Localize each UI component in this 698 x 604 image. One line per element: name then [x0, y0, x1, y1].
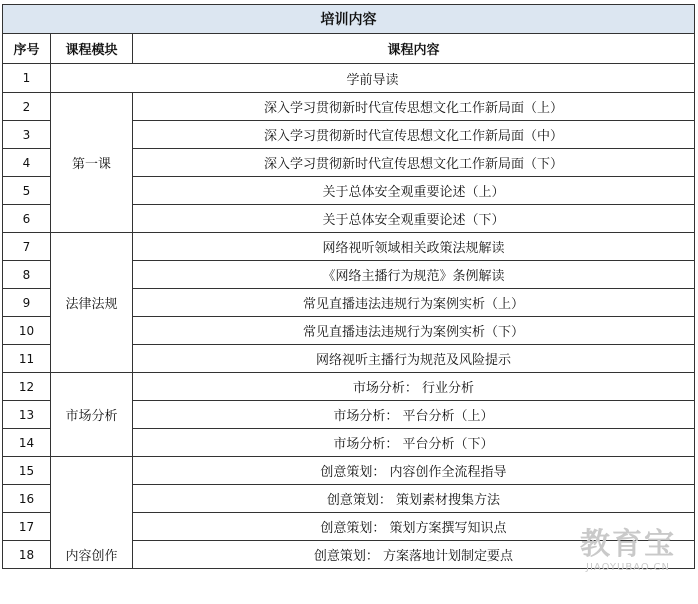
table-row	[3, 457, 695, 485]
row-content: 深入学习贯彻新时代宣传思想文化工作新局面（中）	[133, 121, 695, 149]
row-number: 13	[3, 401, 51, 429]
row-content: 创意策划： 方案落地计划制定要点	[133, 541, 695, 569]
training-content-table	[2, 4, 695, 569]
row-number: 9	[3, 289, 51, 317]
row-number: 14	[3, 429, 51, 457]
row-content: 市场分析： 行业分析	[133, 373, 695, 401]
table-row	[3, 93, 695, 121]
module-name: 法律法规	[51, 233, 133, 373]
row-number: 8	[3, 261, 51, 289]
table-header-row	[3, 34, 695, 64]
module-name: 内容创作	[51, 457, 133, 569]
row-content: 学前导读	[51, 64, 695, 93]
row-number: 15	[3, 457, 51, 485]
row-content: 创意策划： 策划素材搜集方法	[133, 485, 695, 513]
row-number: 18	[3, 541, 51, 569]
row-number: 7	[3, 233, 51, 261]
row-content: 关于总体安全观重要论述（上）	[133, 177, 695, 205]
row-number: 3	[3, 121, 51, 149]
table-title-row	[3, 5, 695, 34]
row-number: 6	[3, 205, 51, 233]
table-title: 培训内容	[3, 5, 695, 34]
row-content: 深入学习贯彻新时代宣传思想文化工作新局面（下）	[133, 149, 695, 177]
table-row	[3, 64, 695, 93]
row-number: 1	[3, 64, 51, 93]
row-content: 网络视听领域相关政策法规解读	[133, 233, 695, 261]
table-row	[3, 373, 695, 401]
row-number: 2	[3, 93, 51, 121]
row-number: 17	[3, 513, 51, 541]
row-number: 5	[3, 177, 51, 205]
watermark-main: 教育宝	[580, 527, 676, 562]
row-content: 常见直播违法违规行为案例实析（上）	[133, 289, 695, 317]
row-content: 深入学习贯彻新时代宣传思想文化工作新局面（上）	[133, 93, 695, 121]
header-module: 课程模块	[51, 34, 133, 64]
row-content: 市场分析： 平台分析（上）	[133, 401, 695, 429]
module-name: 第一课	[51, 93, 133, 233]
row-content: 常见直播违法违规行为案例实析（下）	[133, 317, 695, 345]
row-content: 创意策划： 内容创作全流程指导	[133, 457, 695, 485]
table-row	[3, 233, 695, 261]
row-number: 12	[3, 373, 51, 401]
header-content: 课程内容	[133, 34, 695, 64]
row-number: 16	[3, 485, 51, 513]
row-content: 市场分析： 平台分析（下）	[133, 429, 695, 457]
row-number: 4	[3, 149, 51, 177]
row-content: 网络视听主播行为规范及风险提示	[133, 345, 695, 373]
module-name: 市场分析	[51, 373, 133, 457]
row-content: 创意策划： 策划方案撰写知识点	[133, 513, 695, 541]
row-content: 《网络主播行为规范》条例解读	[133, 261, 695, 289]
header-no: 序号	[3, 34, 51, 64]
row-number: 11	[3, 345, 51, 373]
row-number: 10	[3, 317, 51, 345]
watermark-sub: JIAOYUBAO.CN	[586, 562, 670, 573]
row-content: 关于总体安全观重要论述（下）	[133, 205, 695, 233]
